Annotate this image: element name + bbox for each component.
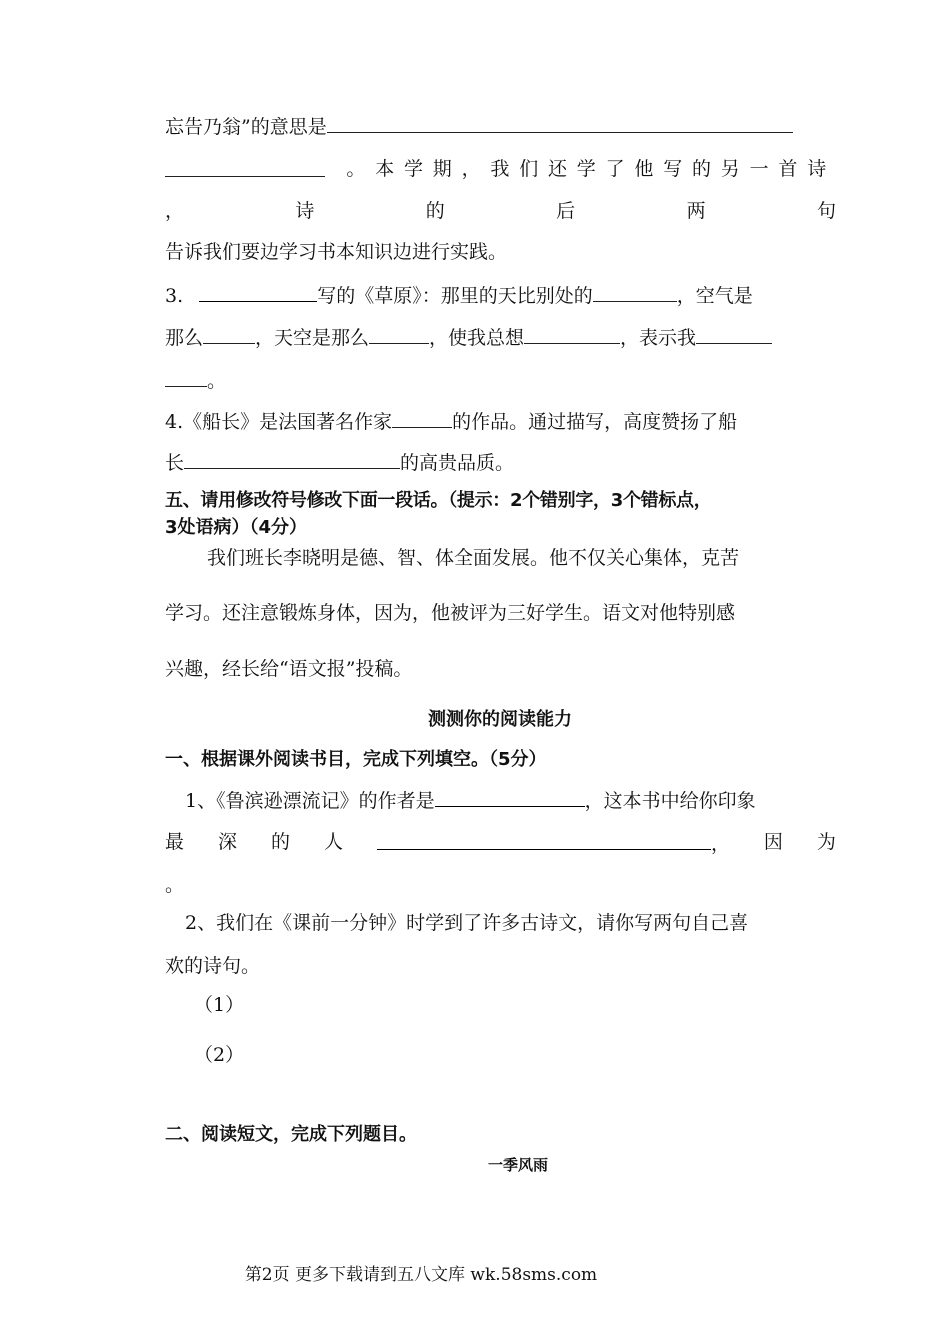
- heading-text: 五、请用修改符号修改下面一段话。（提示：2个错别字，3个错标点，: [165, 490, 712, 511]
- text-span: 4.《船长》是法国著名作家: [165, 411, 393, 433]
- text-span: 兴趣，经长给“语文报”投稿。: [165, 658, 413, 680]
- blank-group: [377, 829, 730, 857]
- answer-blank[interactable]: [696, 323, 772, 344]
- text-span: ，表示我: [620, 327, 697, 349]
- text-line: [165, 448, 836, 476]
- question-1-line: [185, 786, 836, 814]
- answer-label: （1）: [194, 994, 245, 1016]
- text-span: 我们班长李晓明是德、智、体全面发展。他不仅关心集体，克苦: [207, 547, 740, 569]
- text-span: 。: [207, 370, 227, 392]
- answer-blank[interactable]: [327, 112, 793, 133]
- section-heading: [165, 1122, 836, 1148]
- text-char: 的: [270, 831, 290, 853]
- answer-blank[interactable]: [199, 281, 317, 302]
- text-span: 长: [165, 452, 185, 474]
- text-char: 后: [556, 200, 576, 222]
- answer-blank[interactable]: [165, 156, 325, 177]
- answer-label: （2）: [194, 1044, 245, 1066]
- heading-text: 二、阅读短文，完成下列题目。: [165, 1124, 417, 1145]
- text-char: 两: [686, 200, 706, 222]
- answer-blank[interactable]: [184, 448, 400, 469]
- text-span: ，空气是: [676, 285, 753, 307]
- text-span: 写的《草原》：那里的天比别处的: [317, 285, 593, 307]
- text-span: ，: [710, 833, 730, 855]
- text-span: ，这本书中给你印象: [584, 790, 756, 812]
- text-span: 忘告乃翁”的意思是: [165, 116, 327, 138]
- text-char: 深: [217, 831, 237, 853]
- section-heading: [165, 747, 836, 773]
- text-char: 因: [763, 831, 783, 853]
- paragraph-line: [207, 545, 836, 571]
- answer-blank[interactable]: [392, 407, 452, 428]
- text-line: [165, 366, 836, 394]
- paragraph-line: [165, 600, 836, 626]
- text-char: ，: [165, 200, 185, 222]
- section-heading: [165, 515, 836, 541]
- text-span: 欢的诗句。: [165, 955, 261, 977]
- answer-blank[interactable]: [165, 366, 207, 387]
- text-span: ，使我总想: [429, 327, 525, 349]
- text-span: 告诉我们要边学习书本知识边进行实践。: [165, 241, 508, 263]
- text-span: ，天空是那么: [255, 327, 370, 349]
- text-char: 人: [323, 831, 343, 853]
- paragraph-line: [165, 656, 836, 682]
- text-span: 。: [165, 874, 185, 896]
- title-text: 一季风雨: [487, 1156, 548, 1174]
- text-span: 学习。还注意锻炼身体，因为，他被评为三好学生。语文对他特别感: [165, 602, 736, 624]
- text-line: [165, 198, 836, 224]
- text-line: [165, 239, 836, 265]
- text-span: 1、《鲁滨逊漂流记》的作者是: [185, 790, 435, 812]
- page-title: [0, 707, 950, 733]
- answer-line-2: [194, 1042, 834, 1068]
- story-title: [0, 1152, 950, 1178]
- text-line: [165, 112, 836, 140]
- question-4-line: [165, 407, 836, 435]
- text-span: 的作品。通过描写，高度赞扬了船: [452, 411, 738, 433]
- text-line: [165, 829, 836, 857]
- text-span: 2、我们在《课前一分钟》时学到了许多古诗文，请你写两句自己喜: [185, 912, 749, 934]
- text-span: 。本学期，我们还学了他写的另一首诗: [346, 158, 836, 180]
- text-char: 为: [816, 831, 836, 853]
- text-char: 的: [425, 200, 445, 222]
- answer-blank[interactable]: [524, 323, 620, 344]
- text-char: 最: [165, 831, 185, 853]
- text-char: 句: [816, 200, 836, 222]
- question-3-line: [165, 281, 836, 309]
- text-line: [165, 323, 836, 351]
- answer-line-1: [194, 992, 834, 1018]
- answer-blank[interactable]: [203, 323, 255, 344]
- text-span: 的高贵品质。: [400, 452, 515, 474]
- section-heading: [165, 488, 836, 514]
- title-text: 测测你的阅读能力: [428, 709, 572, 730]
- answer-blank[interactable]: [435, 786, 585, 807]
- text-line: [165, 156, 836, 182]
- footer-text: 第2页 更多下载请到五八文库 wk.58sms.com: [244, 1265, 598, 1285]
- text-char: 诗: [295, 200, 315, 222]
- page-footer: [0, 1262, 842, 1288]
- text-span: 那么: [165, 327, 204, 349]
- text-line: [165, 872, 836, 898]
- text-line: [165, 953, 836, 979]
- answer-blank[interactable]: [369, 323, 429, 344]
- answer-blank[interactable]: [377, 829, 711, 850]
- heading-text: 3处语病）（4分）: [165, 517, 308, 538]
- answer-blank[interactable]: [593, 281, 677, 302]
- question-2-line: [185, 910, 836, 936]
- question-number: 3.: [165, 285, 184, 307]
- heading-text: 一、根据课外阅读书目，完成下列填空。（5分）: [165, 749, 547, 770]
